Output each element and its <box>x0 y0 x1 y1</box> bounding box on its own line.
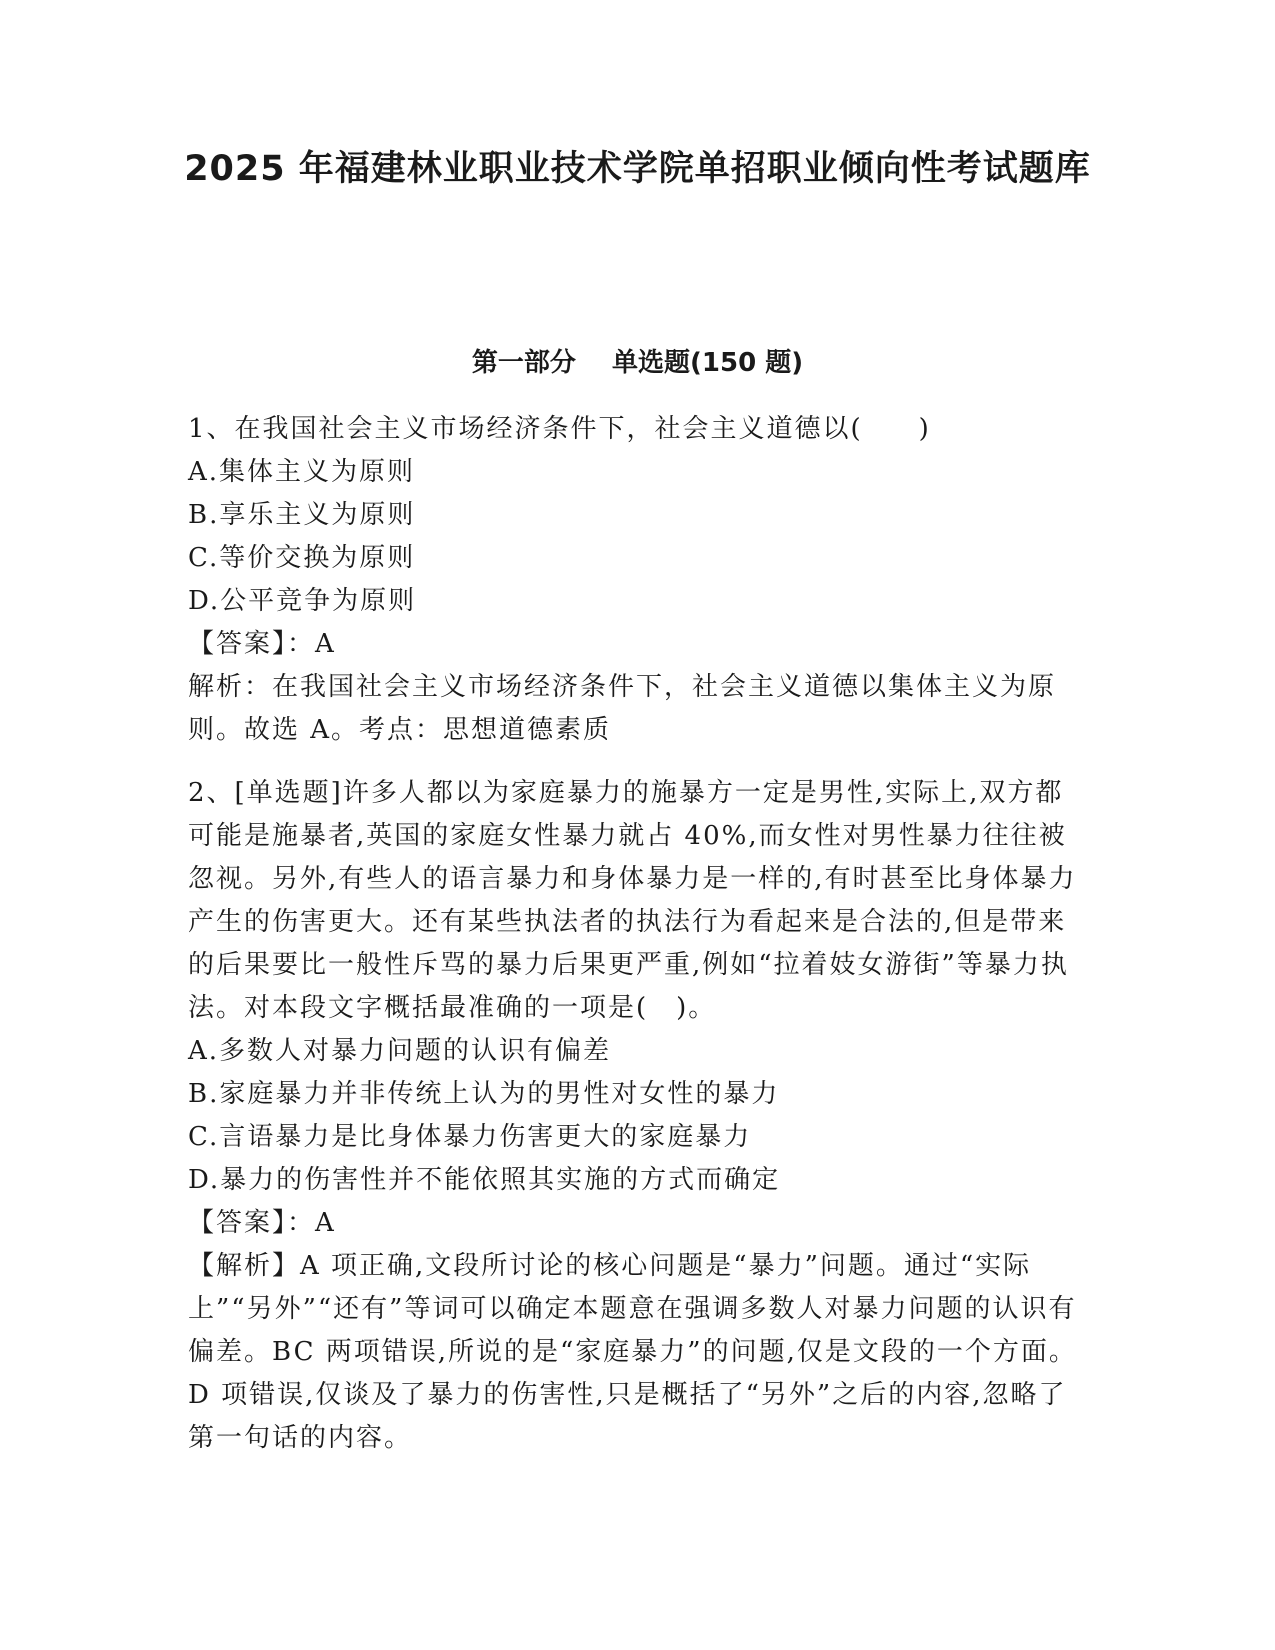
option-a: A.集体主义为原则 <box>188 457 416 487</box>
option-b: B.享乐主义为原则 <box>188 500 416 530</box>
option-d: D.公平竞争为原则 <box>188 586 417 616</box>
answer: 【答案】：A <box>188 1208 336 1238</box>
question-1 <box>188 408 1088 752</box>
option-c: C.言语暴力是比身体暴力伤害更大的家庭暴力 <box>188 1122 752 1152</box>
option-c: C.等价交换为原则 <box>188 543 416 573</box>
document-title: 2025 年福建林业职业技术学院单招职业倾向性考试题库 <box>184 149 1091 189</box>
analysis: 【解析】A 项正确,文段所讨论的核心问题是“暴力”问题。通过“实际上”“另外”“还有”等词可以确定本题意在强调多数人对暴力问题的认识有偏差。BC 两项错误,所说的是“家庭暴力”的问题,仅是文段的一个方面。D 项错误,仅谈及了暴力的伤害性,只是概括了“另外”之后的内容,忽略了第一句话的内容。 <box>188 1251 1077 1453</box>
section-title: 第一部分 单选题(150 题) <box>471 348 804 378</box>
question-list <box>188 408 1088 1460</box>
analysis: 解析：在我国社会主义市场经济条件下，社会主义道德以集体主义为原则。故选 A。考点：思想道德素质 <box>188 672 1057 745</box>
answer: 【答案】：A <box>188 629 336 659</box>
question-2 <box>188 772 1088 1460</box>
option-d: D.暴力的伤害性并不能依照其实施的方式而确定 <box>188 1165 781 1195</box>
option-b: B.家庭暴力并非传统上认为的男性对女性的暴力 <box>188 1079 780 1109</box>
question-stem: 1、在我国社会主义市场经济条件下，社会主义道德以( ) <box>188 414 931 444</box>
option-a: A.多数人对暴力问题的认识有偏差 <box>188 1036 612 1066</box>
question-stem: 2、[单选题]许多人都以为家庭暴力的施暴方一定是男性,实际上,双方都可能是施暴者,英国的家庭女性暴力就占 40%,而女性对男性暴力往往被忽视。另外,有些人的语言暴力和身体暴力是一样的,有时甚至比身体暴力产生的伤害更大。还有某些执法者的执法行为看起来是合法的,但是带来的后果要比一般性斥骂的暴力后果更严重,例如“拉着妓女游街”等暴力执法。对本段文字概括最准确的一项是( )。 <box>188 778 1077 1023</box>
